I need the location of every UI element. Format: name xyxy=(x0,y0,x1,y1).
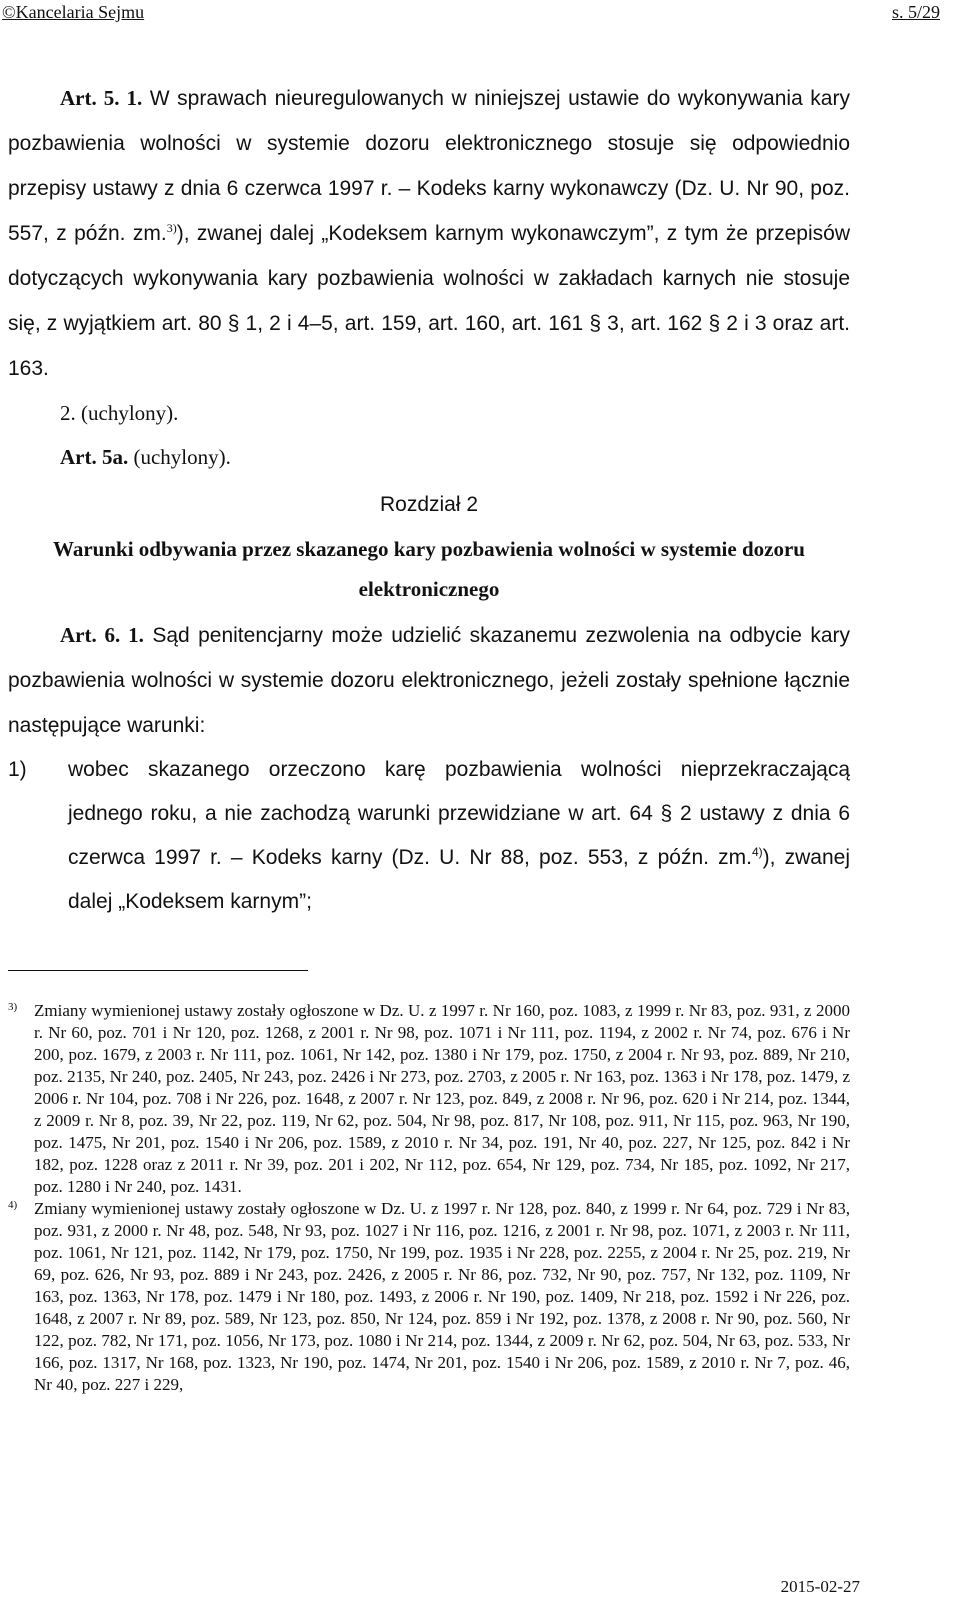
art5a-text: (uchylony). xyxy=(128,445,231,469)
list-item xyxy=(8,748,850,924)
footnote-ref-3[interactable]: 3) xyxy=(166,221,177,235)
art5-text-a: W sprawach nieuregulowanych w niniejszej ustawie do wykonywania kary pozbawienia wolności w systemie dozoru elektronicznego stosuje się odpowiednio przepisy ustawy z dnia 6 czerwca 1997 r. – Kodeks karny wykonawczy (Dz. U. Nr 90, poz. 557, z późn. zm. xyxy=(8,87,850,245)
publisher-label: ©Kancelaria Sejmu xyxy=(2,2,145,22)
chapter-number: Rozdział 2 xyxy=(379,493,479,516)
art5-paragraph-1 xyxy=(8,76,850,391)
chapter-title: Warunki odbywania przez skazanego kary pozbawienia wolności w systemie dozoru elektronicznego xyxy=(53,537,805,601)
footnote-mark: 3) xyxy=(8,1001,18,1013)
footnote-text: Zmiany wymienionej ustawy zostały ogłoszone w Dz. U. z 1997 r. Nr 160, poz. 1083, z 1999 r. Nr 83, poz. 931, z 2000 r. Nr 60, poz. 701 i Nr 120, poz. 1268, z 2001 r. Nr 98, poz. 1071 i Nr 111, poz. 1194, z 2002 r. Nr 74, poz. 676 i Nr 200, poz. 1679, z 2003 r. Nr 111, poz. 1061, Nr 142, poz. 1380 i Nr 179, poz. 1750, z 2004 r. Nr 93, poz. 889, Nr 210, poz. 2135, Nr 240, poz. 2405, Nr 243, poz. 2426 i Nr 273, poz. 2703, z 2005 r. Nr 163, poz. 1363 i Nr 178, poz. 1479, z 2006 r. Nr 104, poz. 708 i Nr 226, poz. 1648, z 2007 r. Nr 123, poz. 849, z 2008 r. Nr 96, poz. 620 i Nr 214, poz. 1344, z 2009 r. Nr 8, poz. 39, Nr 22, poz. 119, Nr 62, poz. 504, Nr 98, poz. 817, Nr 108, poz. 911, Nr 115, poz. 963, Nr 190, poz. 1475, Nr 201, poz. 1540 i Nr 206, poz. 1589, z 2010 r. Nr 34, poz. 191, Nr 40, poz. 227, Nr 125, poz. 842 i Nr 182, poz. 1228 oraz z 2011 r. Nr 39, poz. 201 i 202, Nr 112, poz. 654, Nr 129, poz. 734, Nr 185, poz. 1092, Nr 217, poz. 1280 i Nr 240, poz. 1431. xyxy=(34,1001,850,1196)
footnote-4 xyxy=(8,1198,850,1396)
item1-text-b: ), zwanej dalej „Kodeksem karnym”; xyxy=(68,846,850,913)
document-body xyxy=(8,76,850,924)
art5-label: Art. 5. 1. xyxy=(60,86,143,110)
art5a-label: Art. 5a. xyxy=(60,445,129,469)
art5a-paragraph xyxy=(8,435,850,479)
list-item-number: 1) xyxy=(8,758,27,781)
art5-text-b: ), zwanej dalej „Kodeksem karnym wykonawczym”, z tym że przepisów dotyczących wykonywania kary pozbawienia wolności w zakładach karnych nie stosuje się, z wyjątkiem art. 80 § 1, 2 i 4–5, art. 159, art. 160, art. 161 § 3, art. 162 § 2 i 3 oraz art. 163. xyxy=(8,222,850,380)
art6-label: Art. 6. 1. xyxy=(60,623,144,647)
art5-paragraph-2: 2. (uchylony). xyxy=(60,401,179,425)
page-header xyxy=(0,0,960,24)
footnote-3 xyxy=(8,1000,850,1198)
item1-text-a: wobec skazanego orzeczono karę pozbawienia wolności nieprzekraczającą jednego roku, a nie zachodzą warunki przewidziane w art. 64 § 2 ustawy z dnia 6 czerwca 1997 r. – Kodeks karny (Dz. U. Nr 88, poz. 553, z późn. zm. xyxy=(68,758,850,869)
footnote-mark: 4) xyxy=(8,1199,18,1211)
footnotes-section xyxy=(8,1000,850,1396)
list-item-text xyxy=(68,748,850,924)
footnote-separator xyxy=(8,970,308,971)
art6-paragraph-1 xyxy=(8,613,850,748)
page-number: s. 5/29 xyxy=(891,2,940,22)
footnote-ref-4[interactable]: 4) xyxy=(751,845,763,859)
document-date: 2015-02-27 xyxy=(780,1577,860,1596)
art6-text: Sąd penitencjarny może udzielić skazanemu zezwolenia na odbycie kary pozbawienia wolności w systemie dozoru elektronicznego, jeżeli zostały spełnione łącznie następujące warunki: xyxy=(8,624,851,737)
footnote-text: Zmiany wymienionej ustawy zostały ogłoszone w Dz. U. z 1997 r. Nr 128, poz. 840, z 1999 r. Nr 64, poz. 729 i Nr 83, poz. 931, z 2000 r. Nr 48, poz. 548, Nr 93, poz. 1027 i Nr 116, poz. 1216, z 2001 r. Nr 98, poz. 1071, z 2003 r. Nr 111, poz. 1061, Nr 121, poz. 1142, Nr 179, poz. 1750, Nr 199, poz. 1935 i Nr 228, poz. 2255, z 2004 r. Nr 25, poz. 219, Nr 69, poz. 626, Nr 93, poz. 889 i Nr 243, poz. 2426, z 2005 r. Nr 86, poz. 732, Nr 90, poz. 757, Nr 132, poz. 1109, Nr 163, poz. 1363, Nr 178, poz. 1479 i Nr 180, poz. 1493, z 2006 r. Nr 190, poz. 1409, Nr 218, poz. 1592 i Nr 226, poz. 1648, z 2007 r. Nr 89, poz. 589, Nr 123, poz. 850, Nr 124, poz. 859 i Nr 192, poz. 1378, z 2008 r. Nr 90, poz. 560, Nr 122, poz. 782, Nr 171, poz. 1056, Nr 173, poz. 1080 i Nr 214, poz. 1344, z 2009 r. Nr 62, poz. 504, Nr 63, poz. 533, Nr 166, poz. 1317, Nr 168, poz. 1323, Nr 190, poz. 1474, Nr 201, poz. 1540 i Nr 206, poz. 1589, z 2010 r. Nr 7, poz. 46, Nr 40, poz. 227 i 229, xyxy=(34,1199,850,1394)
